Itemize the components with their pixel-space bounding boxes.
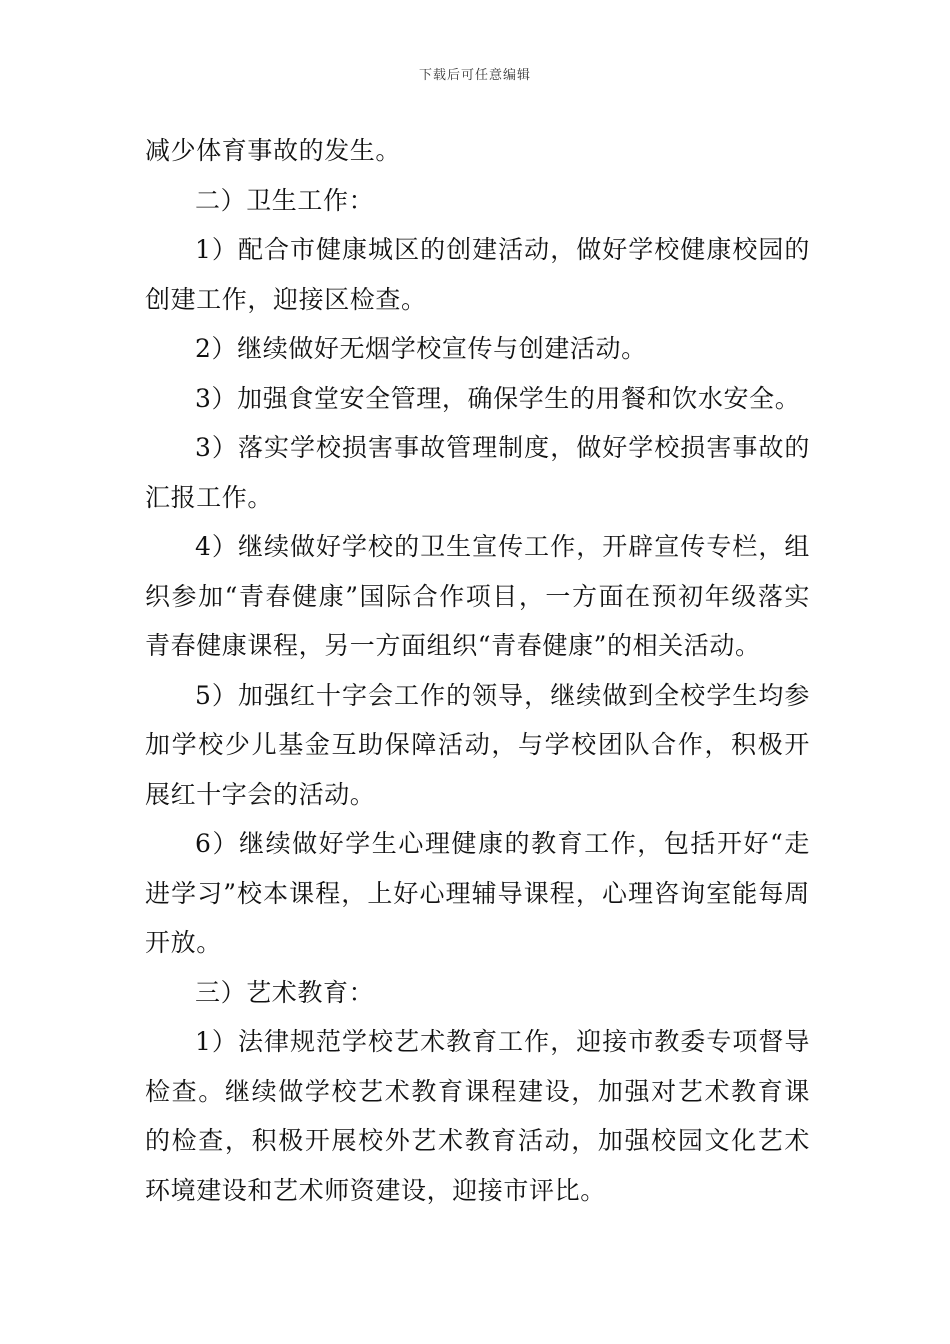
- paragraph-item-3a: 3）加强食堂安全管理，确保学生的用餐和饮水安全。: [195, 383, 801, 413]
- paragraph-arts-item-1: 1）法律规范学校艺术教育工作，迎接市教委专项督导检查。继续做学校艺术教育课程建设，加强对艺术教育课的检查，积极开展校外艺术教育活动，加强校园文化艺术环境建设和艺术师资建设，迎接市评比。: [145, 1027, 810, 1205]
- paragraph-item-3b: 3）落实学校损害事故管理制度，做好学校损害事故的汇报工作。: [145, 433, 810, 512]
- page-header: 下载后可任意编辑: [418, 68, 531, 83]
- paragraph-item-4: 4）继续做好学校的卫生宣传工作，开辟宣传专栏，组织参加“青春健康”国际合作项目，一方面在预初年级落实青春健康课程，另一方面组织“青春健康”的相关活动。: [145, 532, 810, 660]
- section-heading-arts: 三）艺术教育：: [195, 977, 375, 1007]
- paragraph-item-1: 1）配合市健康城区的创建活动，做好学校健康校园的创建工作，迎接区检查。: [145, 235, 810, 314]
- paragraph-continuation: 减少体育事故的发生。: [145, 136, 402, 165]
- paragraph-item-6: 6）继续做好学生心理健康的教育工作，包括开好“走进学习”校本课程，上好心理辅导课程，心理咨询室能每周开放。: [145, 829, 810, 957]
- paragraph-item-5: 5）加强红十字会工作的领导，继续做到全校学生均参加学校少儿基金互助保障活动，与学校团队合作，积极开展红十字会的活动。: [145, 680, 810, 809]
- section-heading-hygiene: 二）卫生工作：: [195, 185, 375, 215]
- paragraph-item-2: 2）继续做好无烟学校宣传与创建活动。: [195, 334, 647, 363]
- document-body: [145, 126, 810, 1215]
